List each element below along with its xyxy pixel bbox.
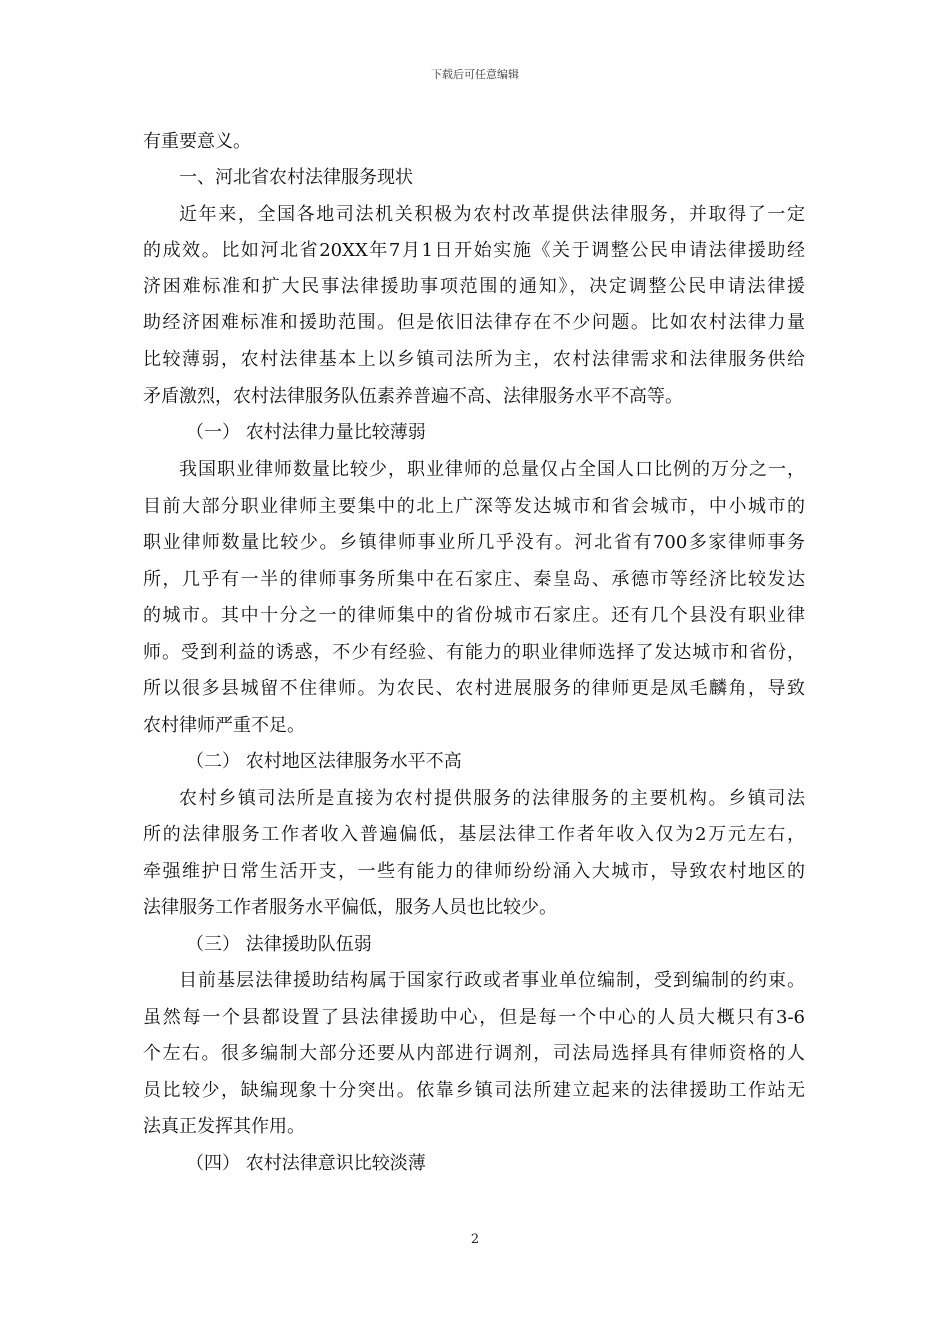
text-line: 比较薄弱，农村法律基本上以乡镇司法所为主，农村法律需求和法律服务供给 xyxy=(143,349,805,370)
text-line: 农村乡镇司法所是直接为农村提供服务的法律服务的主要机构。乡镇司法 xyxy=(179,788,805,809)
text-line: 济困难标准和扩大民事法律援助事项范围的通知》，决定调整公民申请法律援 xyxy=(143,276,805,297)
text-line: 职业律师数量比较少。乡镇律师事业所几乎没有。河北省有700多家律师事务 xyxy=(143,532,805,553)
text-line: 目前大部分职业律师主要集中的北上广深等发达城市和省会城市，中小城市的 xyxy=(143,496,805,517)
subsection-heading: （一） 农村法律力量比较薄弱 xyxy=(186,422,426,443)
section-heading: 一、河北省农村法律服务现状 xyxy=(179,167,413,188)
text-line: 法律服务工作者服务水平偏低，服务人员也比较少。 xyxy=(143,897,557,918)
text-line: 的城市。其中十分之一的律师集中的省份城市石家庄。还有几个县没有职业律 xyxy=(143,605,805,626)
subsection-heading: （三） 法律援助队伍弱 xyxy=(186,934,372,955)
text-line: 我国职业律师数量比较少，职业律师的总量仅占全国人口比例的万分之一， xyxy=(179,459,805,480)
text-line: 师。受到利益的诱惑，不少有经验、有能力的职业律师选择了发达城市和省份， xyxy=(143,642,805,663)
text-line: 法真正发挥其作用。 xyxy=(143,1116,305,1137)
text-line: 近年来，全国各地司法机关积极为农村改革提供法律服务，并取得了一定 xyxy=(179,204,805,225)
text-line: 所，几乎有一半的律师事务所集中在石家庄、秦皇岛、承德市等经济比较发达 xyxy=(143,569,805,590)
text-line: 助经济困难标准和援助范围。但是依旧法律存在不少问题。比如农村法律力量 xyxy=(143,312,805,333)
text-line: 虽然每一个县都设置了县法律援助中心，但是每一个中心的人员大概只有3-6 xyxy=(143,1007,805,1028)
text-line: 农村律师严重不足。 xyxy=(143,715,305,736)
text-line: 有重要意义。 xyxy=(143,131,251,152)
text-line: 目前基层法律援助结构属于国家行政或者事业单位编制，受到编制的约束。 xyxy=(179,970,805,991)
subsection-heading: （二） 农村地区法律服务水平不高 xyxy=(186,751,462,772)
text-line: 员比较少，缺编现象十分突出。依靠乡镇司法所建立起来的法律援助工作站无 xyxy=(143,1080,805,1101)
text-line: 的成效。比如河北省20XX年7月1日开始实施《关于调整公民申请法律援助经 xyxy=(143,240,805,261)
text-line: 所以很多县城留不住律师。为农民、农村进展服务的律师更是凤毛麟角，导致 xyxy=(143,678,805,699)
page-header: 下载后可任意编辑 xyxy=(431,68,519,81)
text-line: 牵强维护日常生活开支，一些有能力的律师纷纷涌入大城市，导致农村地区的 xyxy=(143,861,805,882)
subsection-heading: （四） 农村法律意识比较淡薄 xyxy=(186,1153,426,1174)
text-line: 个左右。很多编制大部分还要从内部进行调剂，司法局选择具有律师资格的人 xyxy=(143,1043,805,1064)
text-line: 所的法律服务工作者收入普遍偏低，基层法律工作者年收入仅为2万元左右， xyxy=(143,824,805,845)
page-number: 2 xyxy=(470,1232,480,1247)
text-line: 矛盾激烈，农村法律服务队伍素养普遍不高、法律服务水平不高等。 xyxy=(143,386,683,407)
